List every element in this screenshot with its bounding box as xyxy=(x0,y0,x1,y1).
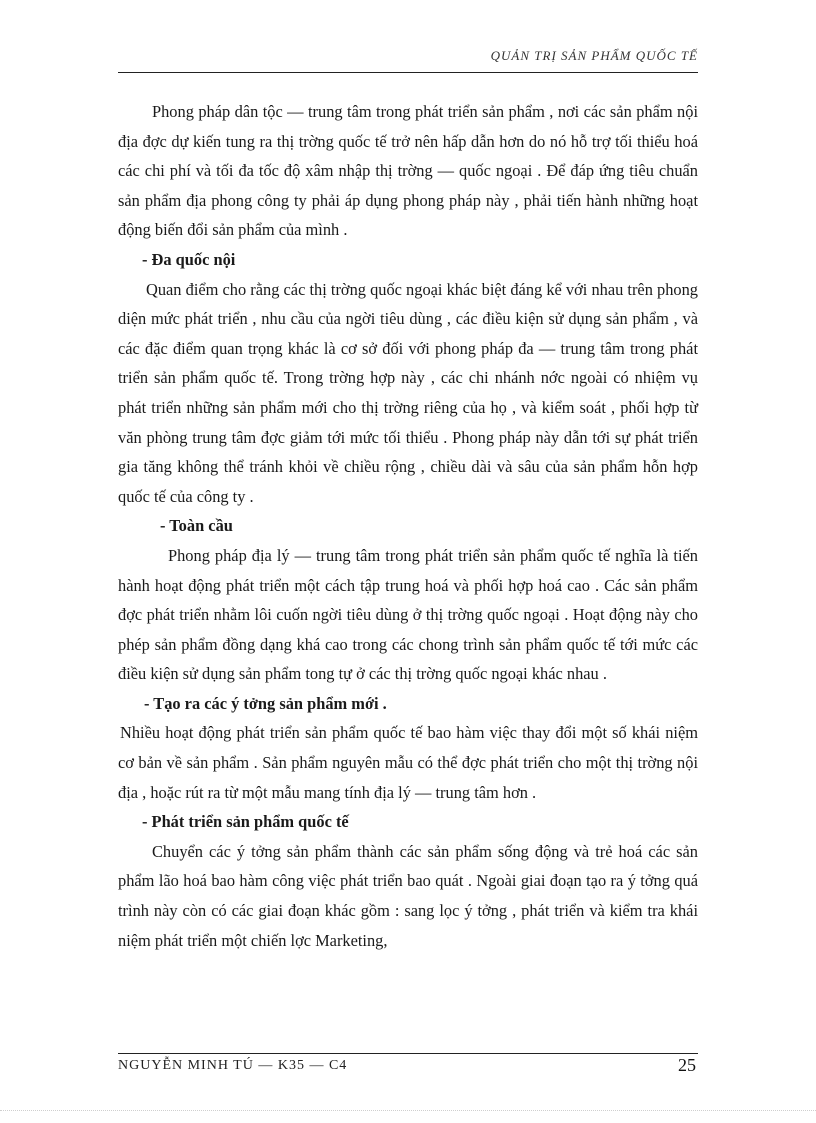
footer-rule xyxy=(118,1053,698,1054)
paragraph-5: Chuyển các ý tởng sản phẩm thành các sản phẩm sống động và trẻ hoá các sản phẩm lão hoá bao hàm công việc phát triển bao quát . Ngoài giai đoạn tạo ra ý tởng quá trình này còn có các giai đoạn khác gồm : sang lọc ý tởng , phát triển và kiểm tra khái niệm phát triển một chiến lợc Marketing, xyxy=(118,841,698,950)
heading-tao-y-tuong: - Tạo ra các ý tởng sản phẩm mới . xyxy=(144,693,387,713)
heading-da-quoc-noi: - Đa quốc nội xyxy=(142,249,236,269)
header-rule xyxy=(118,72,698,73)
page-body xyxy=(118,97,698,955)
heading-toan-cau: - Toàn cầu xyxy=(160,516,233,536)
running-header: QUẢN TRỊ SẢN PHẨM QUỐC TẾ xyxy=(490,48,698,63)
heading-phat-trien-san-pham: - Phát triển sản phẩm quốc tế xyxy=(142,812,349,832)
bottom-dotted-border xyxy=(0,1110,816,1111)
paragraph-4: Nhiều hoạt động phát triển sản phẩm quốc tế bao hàm việc thay đổi một số khái niệm cơ bản về sản phẩm . Sản phẩm nguyên mẫu có thể đợc phát triển cho một thị trờng nội địa , hoặc rút ra từ một mẫu mang tính địa lý — trung tâm hơn . xyxy=(118,723,698,802)
paragraph-1: Phong pháp dân tộc — trung tâm trong phát triển sản phẩm , nơi các sản phẩm nội địa đợc dự kiến tung ra thị trờng quốc tế trở nên hấp dẫn hơn do nó hỗ trợ tối thiểu hoá các chi phí và tối đa tốc độ xâm nhập thị trờng — quốc ngoại . Để đáp ứng tiêu chuẩn sản phẩm địa phong công ty phải áp dụng phong pháp này , phải tiến hành những hoạt động biến đổi sản phẩm của mình . xyxy=(118,102,698,240)
footer-author: NGUYỄN MINH TÚ — K35 — C4 xyxy=(118,1058,348,1073)
page-number: 25 xyxy=(678,1055,696,1075)
paragraph-3: Phong pháp địa lý — trung tâm trong phát triển sản phẩm quốc tế nghĩa là tiến hành hoạt động phát triển một cách tập trung hoá và phối hợp hoá cao . Các sản phẩm đợc phát triển nhằm lôi cuốn ngời tiêu dùng ở thị trờng quốc ngoại . Hoạt động này cho phép sản phẩm đồng dạng khá cao trong các chong trình sản phẩm quốc tế tới mức các điều kiện sử dụng sản phẩm tong tự ở các thị trờng quốc ngoại khác nhau . xyxy=(118,545,698,684)
paragraph-2: Quan điểm cho rằng các thị trờng quốc ngoại khác biệt đáng kể với nhau trên phong diện mức phát triển , nhu cầu của ngời tiêu dùng , các điều kiện sử dụng sản phẩm , và các đặc điểm quan trọng khác là cơ sở đối với phong pháp đa — trung tâm trong phát triển sản phẩm quốc tế. Trong trờng hợp này , các chi nhánh nớc ngoài có nhiệm vụ phát triển những sản phẩm mới cho thị trờng riêng của họ , và kiểm soát , phối hợp từ văn phòng trung tâm đợc giảm tới mức tối thiểu . Phong pháp này dẫn tới sự phát triển gia tăng không thể tránh khỏi về chiều rộng , chiều dài và sâu của sản phẩm hỗn hợp quốc tế của công ty . xyxy=(118,279,698,506)
